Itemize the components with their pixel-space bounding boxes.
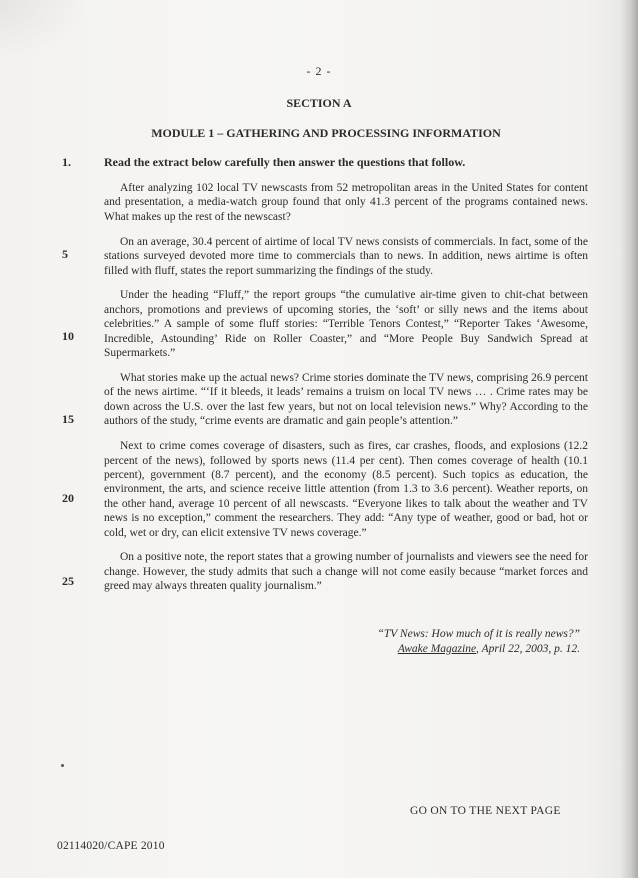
paper-code: 02114020/CAPE 2010 xyxy=(57,840,165,852)
extract-paragraph: On an average, 30.4 percent of airtime of local TV news consists of commercials. In fact, some of the stations surveyed devoted more time to commercials than to news. In addition, news airtime is often filled with fluff, states the report summarizing the findings of the study. xyxy=(104,235,588,277)
extract-paragraph: Under the heading “Fluff,” the report groups “the cumulative air-time given to chit-chat between anchors, promotions and previews of upcoming stories, the ‘soft’ or silly news and the items about celebrities.” A sample of some fluff stories: “Terrible Tenors Contest,” “Reporter Takes ‘Awesome, Incredible, Astounding’ Ride on Roller Coaster,” and “More People Buy Sandwich Spread at Supermarkets.” xyxy=(104,289,588,360)
extract-paragraph: What stories make up the actual news? Crime stories dominate the TV news, comprising 26.9 percent of the news airtime. “‘If it bleeds, it leads’ remains a truism on local TV news … . Crime rates may be down across the U.S. over the last few years, but not on local television news.” Why? According to the authors of the study, “crime events are dramatic and gain people’s attention.” xyxy=(104,371,588,428)
extract-body xyxy=(104,181,588,604)
question-instruction: Read the extract below carefully then answer the questions that follow. xyxy=(104,155,466,169)
line-number-15: 15 xyxy=(62,412,74,426)
extract-paragraph: After analyzing 102 local TV newscasts from 52 metropolitan areas in the United States for content and presentation, a media-watch group found that only 41.3 percent of the programs contained news. What makes up the rest of the newscast? xyxy=(104,182,588,223)
module-heading: MODULE 1 – GATHERING AND PROCESSING INFORMATION xyxy=(151,126,501,140)
extract-paragraph: Next to crime comes coverage of disasters, such as fires, car crashes, floods, and explosions (12.2 percent of the news), followed by sports news (11.4 per cent). Then comes coverage of health (10.1 percent), government (8.7 percent), and the economy (8.5 percent). Such topics as education, the environment, the arts, and science receive little attention (from 1.3 to 3.6 percent). Weather reports, on the other hand, average 10 percent of all newscasts. “Everyone likes to talk about the weather and TV news is no exception,” comment the researchers. They add: “Any type of weather, good or bad, hot or cold, wet or dry, can elicit extensive TV news coverage.” xyxy=(104,440,588,539)
citation-date: April 22, 2003, p. 12. xyxy=(478,642,580,655)
section-heading: SECTION A xyxy=(286,96,352,110)
line-number-20: 20 xyxy=(62,491,74,505)
citation-title: “TV News: How much of it is really news?” xyxy=(377,628,580,640)
citation-magazine: Awake Magazine, xyxy=(397,642,479,655)
citation xyxy=(377,627,580,656)
question-number: 1. xyxy=(62,155,71,169)
line-number-25: 25 xyxy=(62,574,74,588)
scan-shadow xyxy=(0,0,90,60)
citation-source xyxy=(377,642,580,657)
line-number-10: 10 xyxy=(62,329,74,343)
extract-paragraph: On a positive note, the report states that a growing number of journalists and viewers see the need for change. However, the study admits that such a change will not come easily because “market forces and greed may always threaten quality journalism.” xyxy=(104,551,588,593)
scan-dot xyxy=(61,764,64,767)
page-number: - 2 - xyxy=(306,64,332,78)
next-page-note: GO ON TO THE NEXT PAGE xyxy=(410,805,561,817)
line-number-5: 5 xyxy=(62,247,68,261)
